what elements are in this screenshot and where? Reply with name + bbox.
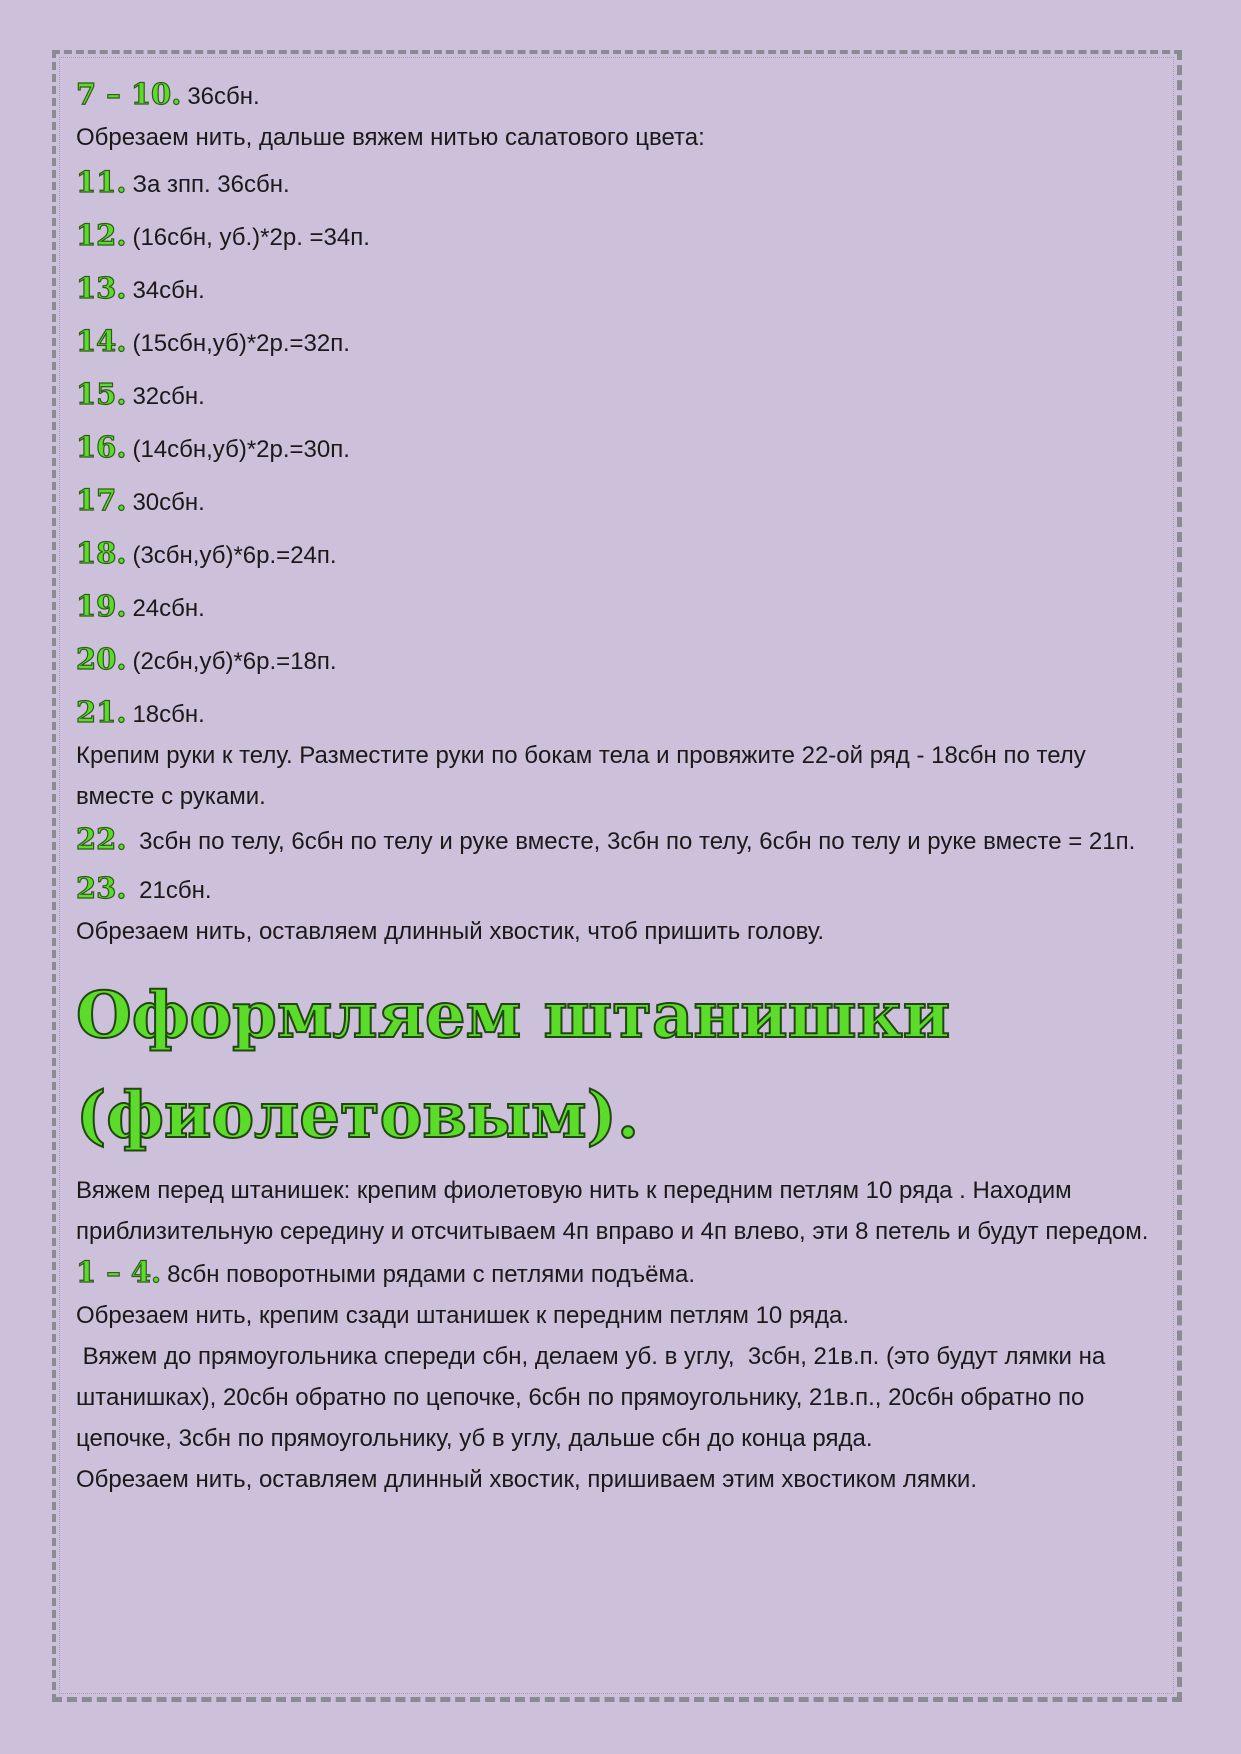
- row-23: [76, 868, 1166, 911]
- note-attach-arms: Крепим руки к телу. Разместите руки по бокам тела и провяжите 22-ой ряд - 18сбн по телу вместе с руками.: [76, 742, 1086, 810]
- row-text: 32сбн.: [132, 383, 205, 410]
- pants-intro: Вяжем перед штанишек: крепим фиолетовую нить к передним петлям 10 ряда . Находим приблизительную середину и отсчитываем 4п вправо и 4п влево, эти 8 петель и будут передом.: [76, 1177, 1149, 1245]
- row-text: (14сбн,уб)*2р.=30п.: [132, 436, 350, 463]
- row-number: 11.: [76, 165, 127, 199]
- row-text: За зпп. 36сбн.: [132, 171, 290, 198]
- row-number: 14.: [76, 324, 127, 358]
- row-number: 17.: [76, 483, 127, 517]
- row-number: 12.: [76, 218, 127, 252]
- row-17: [76, 480, 1166, 523]
- row-11: [76, 162, 1166, 205]
- row-number: 20.: [76, 642, 127, 676]
- row-number: 15.: [76, 377, 127, 411]
- row-14: [76, 321, 1166, 364]
- row-number: 16.: [76, 430, 127, 464]
- row-text: 3сбн по телу, 6сбн по телу и руке вместе, 3сбн по телу, 6сбн по телу и руке вместе = 21п.: [139, 828, 1136, 855]
- row-number: 13.: [76, 271, 127, 305]
- row-text: 21сбн.: [139, 877, 212, 904]
- row-number: 1 – 4.: [76, 1255, 162, 1289]
- pants-straps-note: Вяжем до прямоугольника спереди сбн, делаем уб. в углу, 3сбн, 21в.п. (это будут лямки на штанишках), 20сбн обратно по цепочке, 6сбн по прямоугольнику, 21в.п., 20сбн обратно по цепочке, 3сбн по прямоугольнику, уб в углу, дальше сбн до конца ряда.: [76, 1343, 1112, 1452]
- row-text: (2сбн,уб)*6р.=18п.: [132, 648, 337, 675]
- note-cut-thread: Обрезаем нить, дальше вяжем нитью салатового цвета:: [76, 124, 705, 151]
- row-number: 18.: [76, 536, 127, 570]
- row-18: [76, 533, 1166, 576]
- row-13: [76, 268, 1166, 311]
- row-number: 19.: [76, 589, 127, 623]
- row-text: 36сбн.: [187, 83, 260, 110]
- row-text: (16сбн, уб.)*2р. =34п.: [132, 224, 370, 251]
- section-heading-line-1: Оформляем штанишки: [76, 978, 951, 1053]
- pants-end-note: Обрезаем нить, оставляем длинный хвостик, пришиваем этим хвостиком лямки.: [76, 1466, 978, 1493]
- row-text: 34сбн.: [132, 277, 205, 304]
- row-20: [76, 639, 1166, 682]
- row-text: 30сбн.: [132, 489, 205, 516]
- row-text: (15сбн,уб)*2р.=32п.: [132, 330, 350, 357]
- row-21: [76, 692, 1166, 735]
- row-number: 7 – 10.: [76, 77, 182, 111]
- section-heading-line-2: (фиолетовым).: [76, 1078, 640, 1153]
- pants-row-1-4: [76, 1252, 1166, 1295]
- row-number: 22.: [76, 822, 127, 856]
- row-text: 8сбн поворотными рядами с петлями подъёма.: [167, 1261, 695, 1288]
- row-text: (3сбн,уб)*6р.=24п.: [132, 542, 337, 569]
- rows-list: [76, 162, 1166, 735]
- row-number: 23.: [76, 871, 127, 905]
- row-12: [76, 215, 1166, 258]
- row-16: [76, 427, 1166, 470]
- pants-back-note: Обрезаем нить, крепим сзади штанишек к передним петлям 10 ряда.: [76, 1302, 850, 1329]
- row-15: [76, 374, 1166, 417]
- row-text: 24сбн.: [132, 595, 205, 622]
- row-7-10: [76, 74, 1166, 117]
- row-19: [76, 586, 1166, 629]
- document-body: [76, 74, 1166, 1500]
- row-22: [76, 819, 1166, 862]
- row-text: 18сбн.: [132, 701, 205, 728]
- row-number: 21.: [76, 695, 127, 729]
- note-leave-tail: Обрезаем нить, оставляем длинный хвостик, чтоб пришить голову.: [76, 918, 825, 945]
